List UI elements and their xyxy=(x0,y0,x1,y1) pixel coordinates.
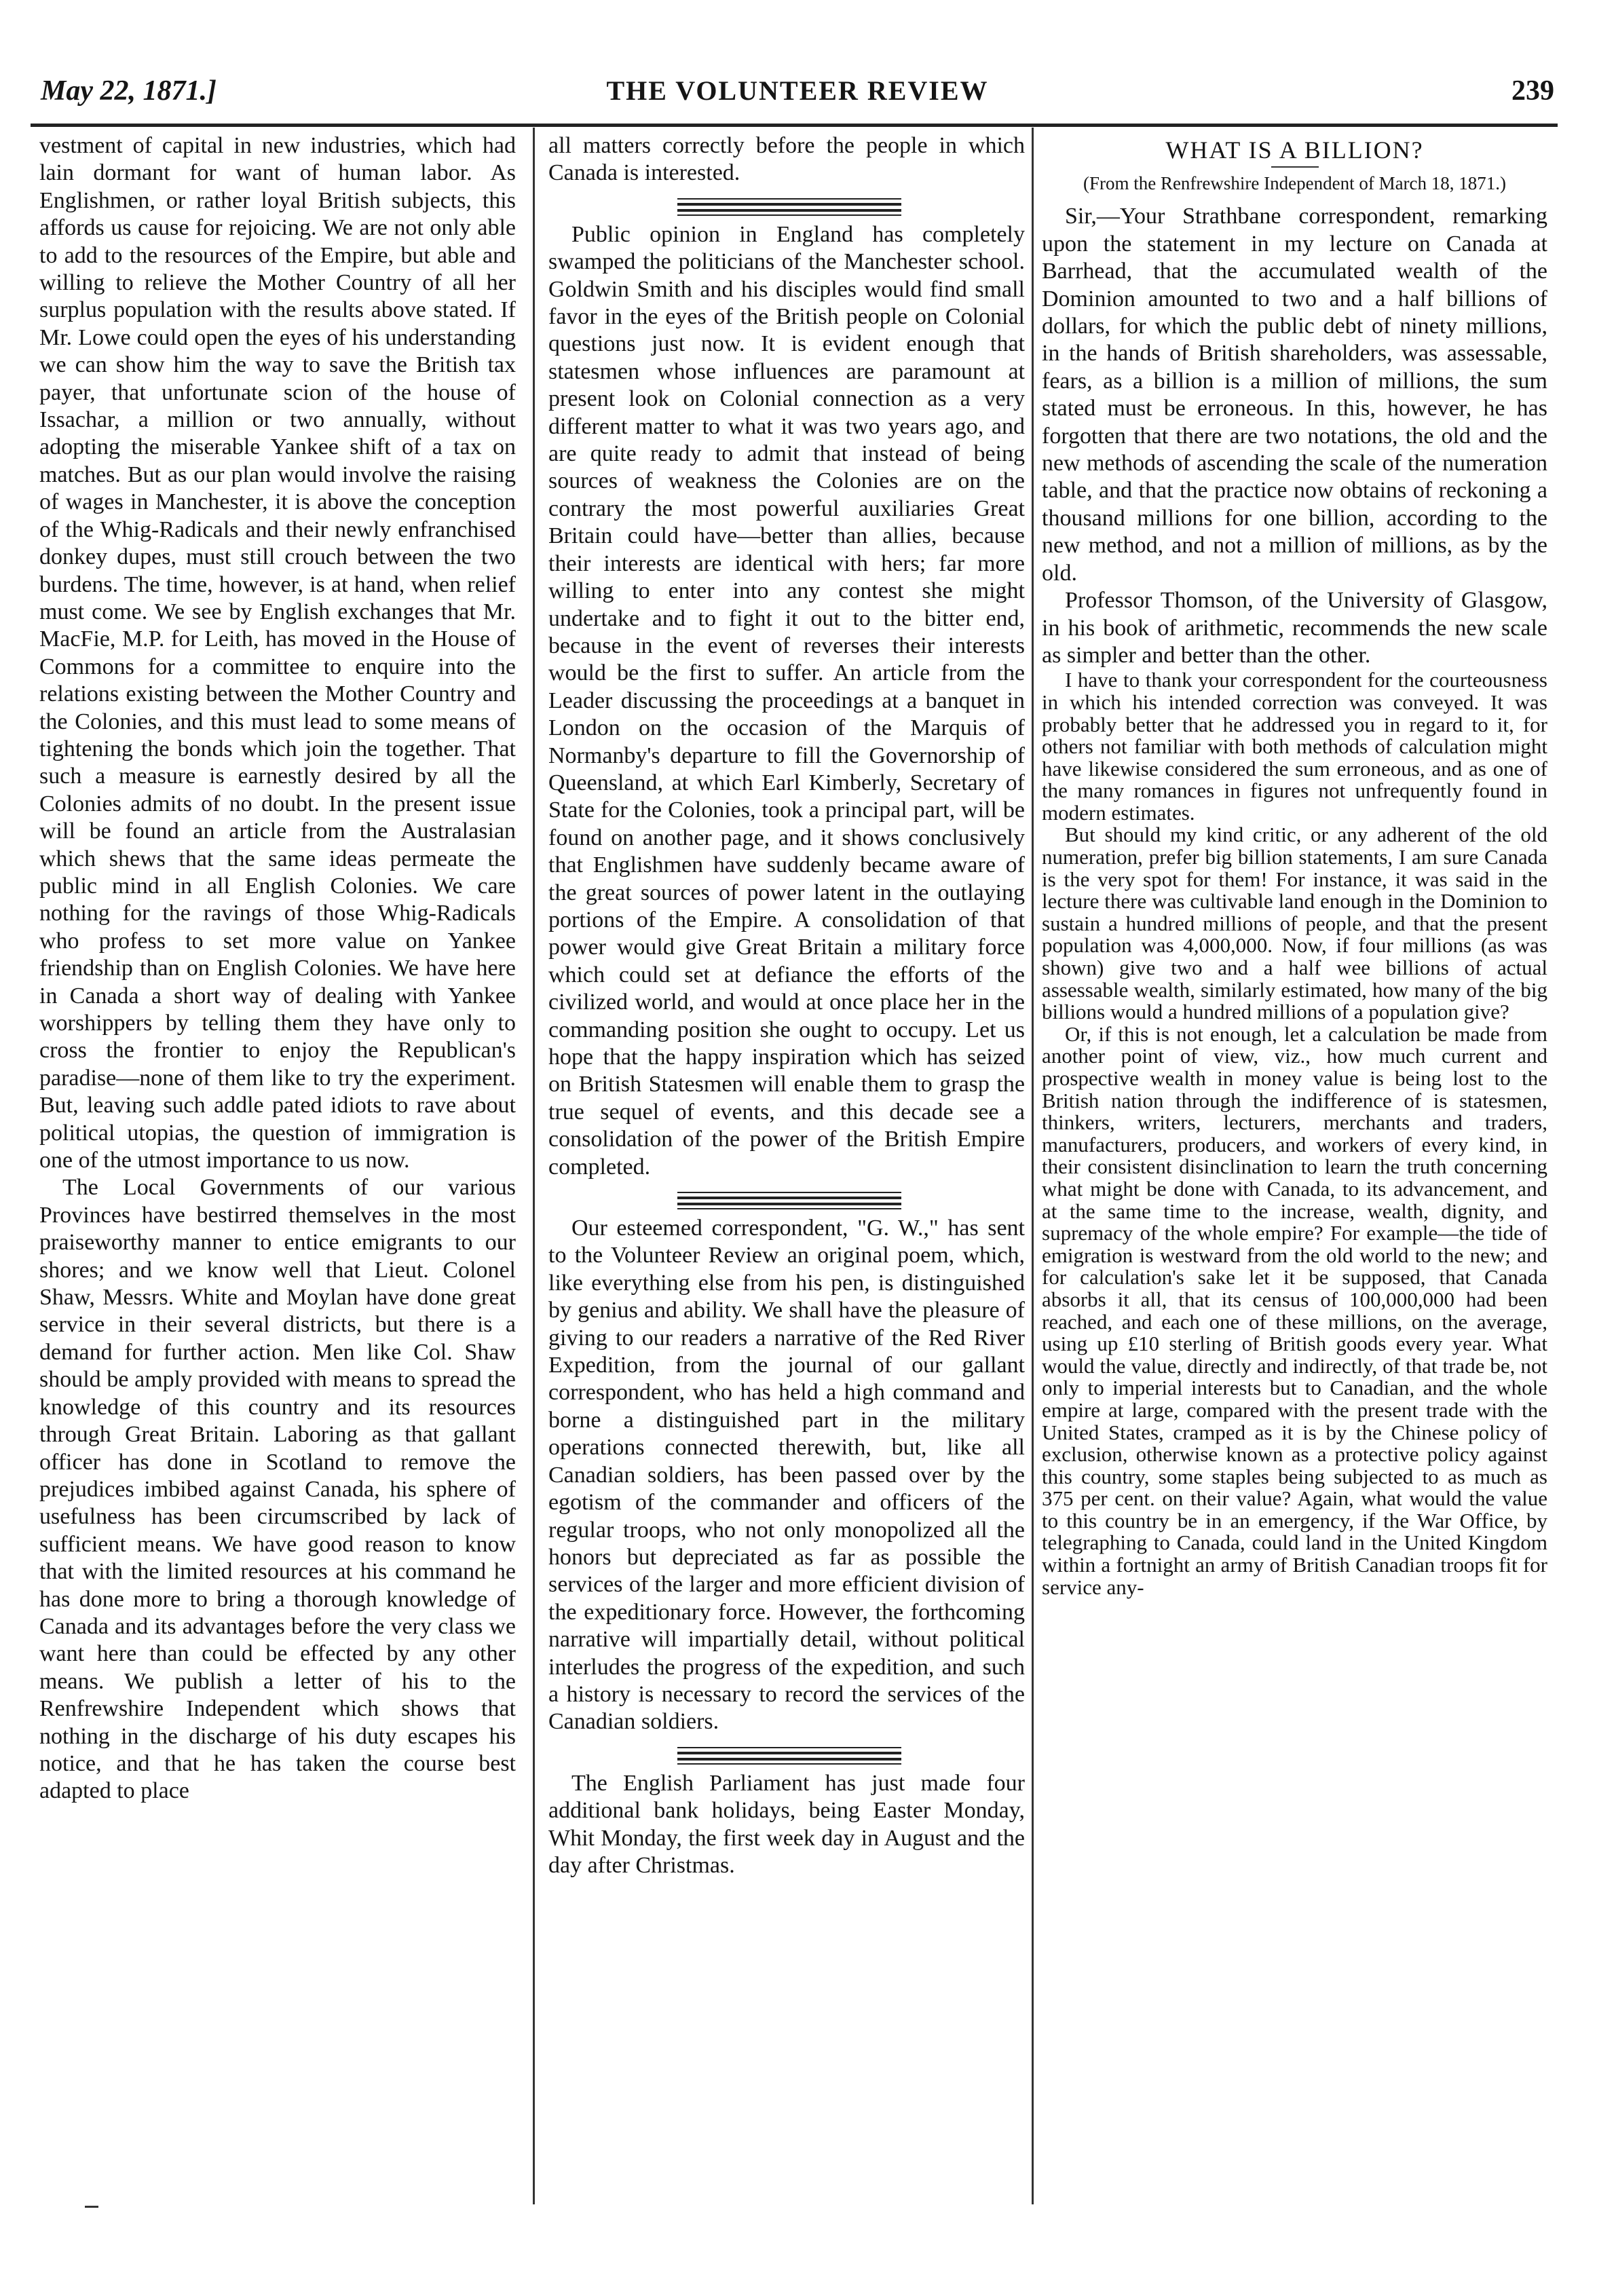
col2-paragraph-1: all matters correctly before the people in which Canada is interested. xyxy=(548,133,1025,186)
page-number: 239 xyxy=(1511,75,1554,107)
col3-paragraph-5: Or, if this is not enough, let a calculation be made from another point of view, viz., how much current and prospective wealth in money value is being lost to the British nation through the indifference of is statesmen, thinkers, writers, lecturers, merchants and traders, manufacturers, producers, and workers of every kind, in their consistent disinclination to learn the truth concerning what might be done with Canada, to its advancement, and at the same time to the increase, wealth, dignity, and supremacy of the whole empire? For example—the tide of emigration is westward from the old world to the new; and for calculation's sake let it be supposed, that Canada absorbs it all, that its census of 100,000,000 had been reached, and each one of these millions, on the average, using up £10 sterling of British goods every year. What would the value, directly and indirectly, of that trade be, not only to imperial interests but to Canadian, and the whole empire at large, compared with the present trade with the United States, cramped as it is by the Chinese policy of exclusion, otherwise known as a protective policy against this country, some staples being subjected to as much as 375 per cent. on their value? Again, what would the value to this country be in an emergency, if the War Office, by telegraphing to Canada, could land in the United Kingdom within a fortnight an army of British Canadian troops fit for service any- xyxy=(1042,1021,1547,1599)
column-1 xyxy=(39,132,516,2209)
column-2 xyxy=(548,132,1025,2209)
section-divider xyxy=(548,1742,1025,1765)
article-source: (From the Renfrewshire Independent of March 18, 1871.) xyxy=(1083,173,1507,194)
section-divider xyxy=(548,193,1025,216)
header-rule xyxy=(31,124,1558,127)
col3-paragraph-4: But should my kind critic, or any adherent of the old numeration, prefer big billion statements, I am sure Canada is the very spot for them! For instance, it was said in the lecture there was cultivable land enough in the Dominion to sustain a hundred millions of people, and that the present population was 4,000,000. Now, if four millions (as was shown) give two and a half wee billions of actual assessable wealth, similarly estimated, how many of the big billions would a hundred millions of a population give? xyxy=(1042,823,1547,1024)
col1-paragraph-1: vestment of capital in new industries, which had lain dormant for want of human labor. As Englishmen, or rather loyal British subjects, this affords us cause for rejoicing. We are not only able to add to the resources of the Empire, but able and willing to relieve the Mother Country of all her surplus population with the results above stated. If Mr. Lowe could open the eyes of his understanding we can show him the way to save the British tax payer, that unfortunate scion of the house of Issachar, a million or two annually, without adopting the miserable Yankee shift of a tax on matches. But as our plan would involve the raising of wages in Manchester, it is above the conception of the Whig-Radicals and their newly enfranchised donkey dupes, must still crouch between the two burdens. The time, however, is at hand, when relief must come. We see by English exchanges that Mr. MacFie, M.P. for Leith, has moved in the House of Commons for a committee to enquire into the relations existing between the Mother Country and the Colonies, and this must lead to some means of tightening the bonds which join the together. That such a measure is earnestly desired by all the Colonies admits of no doubt. In the present issue will be found an article from the Australasian which shews that the same ideas permeate the public mind in all English Colonies. We care nothing for the ravings of those Whig-Radicals who profess to set more value on Yankee friendship than on English Colonies. We have here in Canada a short way of dealing with Yankee worshippers by telling them they have only to cross the frontier to enjoy the Republican's paradise—none of them like to try the experiment. But, leaving such addle pated idiots to rave about political utopias, the question of immigration is one of the utmost importance to us now. xyxy=(39,133,516,1173)
masthead-title: THE VOLUNTEER REVIEW xyxy=(606,75,989,106)
col2-paragraph-4: The English Parliament has just made four additional bank holidays, being Easter Monday, Whit Monday, the first week day in August and the day after Christmas. xyxy=(548,1770,1025,1878)
title-rule xyxy=(1271,166,1319,168)
col3-paragraph-3: I have to thank your correspondent for the courteousness in which his intended correction was conveyed. It was probably better that he addressed you in regard to it, for others not familiar with both methods of calculation might have likewise considered the sum erroneous, and as one of the many romances in figures not unfrequently found in modern estimates. xyxy=(1042,668,1547,825)
footer-dash xyxy=(85,2206,98,2208)
column-divider-2 xyxy=(1032,128,1034,2204)
col3-paragraph-2: Professor Thomson, of the University of Glasgow, in his book of arithmetic, recommends the new scale as simpler and better than the other. xyxy=(1042,588,1547,668)
col3-paragraph-1: Sir,—Your Strathbane correspondent, remarking upon the statement in my lecture on Canada at Barrhead, that the accumulated wealth of the Dominion amounted to two and a half billions of dollars, for which the public debt of ninety millions, in the hands of British shareholders, was assessable, fears, as a billion is a million of millions, the sum stated must be erroneous. In this, however, he has forgotten that there are two notations, the old and the new methods of ascending the scale of the numeration table, and that the practice now obtains of reckoning a thousand millions for one billion, according to the new method, and not a million of millions, as by the old. xyxy=(1042,204,1547,586)
col2-paragraph-2: Public opinion in England has completely swamped the politicians of the Manchester school. Goldwin Smith and his disciples would find small favor in the eyes of the British people on Colonial questions just now. It is evident enough that statesmen whose influences are paramount at present look on Colonial connection as a very different matter to what it was two years ago, and are quite ready to admit that instead of being sources of weakness the Colonies are on the contrary the most powerful auxiliaries Great Britain could have—better than allies, because their interests are identical with hers; far more willing to enter into any contest she might undertake and to fight it out to the bitter end, because in the event of reverses their interests would be the first to suffer. An article from the Leader discussing the proceedings at a banquet in London on the occasion of the Marquis of Normanby's departure to fill the Governorship of Queensland, at which Earl Kimberly, Secretary of State for the Colonies, took a principal part, will be found on another page, and it shows conclusively that Englishmen have suddenly became aware of the great sources of power latent in the outlaying portions of the Empire. A consolidation of that power would give Great Britain a military force which could set at defiance the efforts of the civilized world, and would at once place her in the commanding position she ought to occupy. Let us hope that the happy inspiration which has seized on British Statesmen will enable them to grasp the true sequel of events, and this decade see a consolidation of the power of the British Empire completed. xyxy=(548,221,1025,1180)
page-header xyxy=(41,75,1554,115)
header-date: May 22, 1871.] xyxy=(41,75,217,107)
column-3 xyxy=(1042,132,1547,2209)
column-divider-1 xyxy=(533,128,535,2204)
section-divider xyxy=(548,1186,1025,1209)
col1-paragraph-2: The Local Governments of our various Provinces have bestirred themselves in the most praiseworthy manner to entice emigrants to our shores; and we know well that Lieut. Colonel Shaw, Messrs. White and Moylan have done great service in their several districts, but there is a demand for further action. Men like Col. Shaw should be amply provided with means to spread the knowledge of this country and its resources through Great Britain. Laboring as that gallant officer has done in Scotland to remove the prejudices imbibed against Canada, his sphere of usefulness has been circumscribed by lack of sufficient means. We have good reason to know that with the limited resources at his command he has done more to bring a thorough knowledge of Canada and its advantages before the very class we want here than could be effected by any other means. We publish a letter of his to the Renfrewshire Independent which shows that nothing in the discharge of his duty escapes his notice, and that he has taken the course best adapted to place xyxy=(39,1175,516,1804)
col2-paragraph-3: Our esteemed correspondent, "G. W.," has sent to the Volunteer Review an original poem, which, like everything else from his pen, is distinguished by genius and ability. We shall have the pleasure of giving to our readers a narrative of the Red River Expedition, from the journal of our gallant correspondent, who has held a high command and borne a distinguished part in the military operations connected therewith, but, like all Canadian soldiers, has been passed over by the egotism of the commander and officers of the regular troops, who not only monopolized all the honors but depreciated as far as possible the services of the larger and more efficient division of the expeditionary force. However, the forthcoming narrative will impartially detail, without political interludes the progress of the expedition, and such a history is necessary to record the services of the Canadian soldiers. xyxy=(548,1216,1025,1735)
article-title: WHAT IS A BILLION? xyxy=(1165,136,1424,164)
